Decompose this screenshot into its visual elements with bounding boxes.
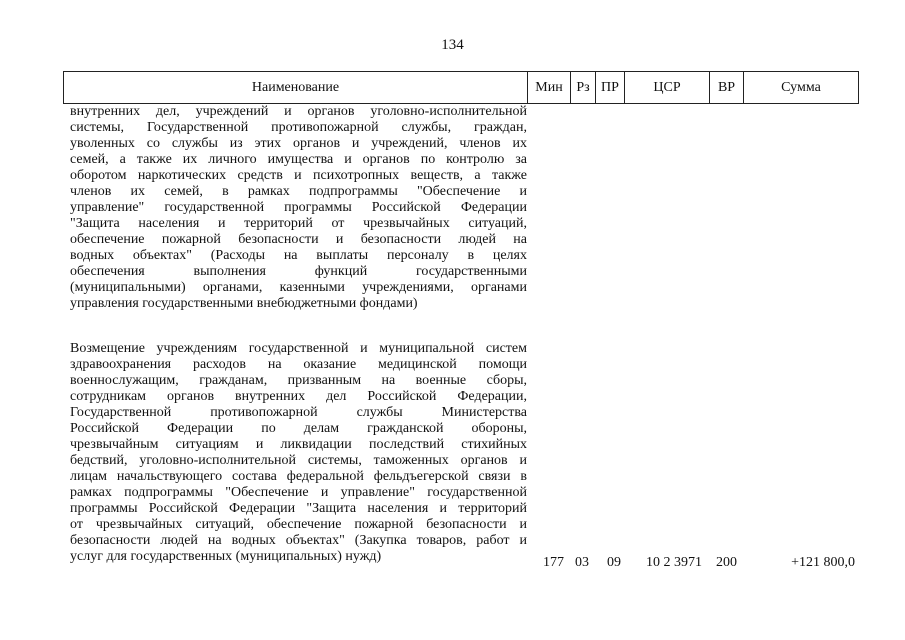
text-line: от чрезвычайных ситуаций, обеспечение пожарной безопасности и [70,517,527,532]
row-2-csr: 10 2 3971 [646,555,702,570]
text-line: уволенных со службы из этих органов и учреждений, членов их [70,136,527,151]
header-csr: ЦСР [625,72,710,103]
text-line: чрезвычайным ситуациям и ликвидации последствий стихийных [70,437,527,452]
header-name: Наименование [64,72,528,103]
text-line: "Защита населения и территорий от чрезвычайных ситуаций, [70,216,527,231]
page-number: 134 [441,37,464,53]
table-header [63,71,859,104]
text-line: безопасности людей на водных объектах" (Закупка товаров, работ и [70,533,527,548]
row-2-sum: +121 800,0 [791,555,855,570]
text-line: программы Российской Федерации "Защита населения и территорий [70,501,527,516]
row-2-pr: 09 [607,555,621,570]
text-line: обеспечение пожарной безопасности и безопасности людей на [70,232,527,247]
text-line: членов их семей, в рамках подпрограммы "Обеспечение и [70,184,527,199]
header-sum: Сумма [781,79,821,95]
text-line: водных объектах" (Расходы на выплаты персоналу в целях [70,248,527,263]
text-line: (муниципальными) органами, казенными учреждениями, органами [70,280,527,295]
text-line: внутренних дел, учреждений и органов уголовно-исполнительной [70,104,527,119]
row-2-vr: 200 [716,555,737,570]
text-line: военнослужащим, гражданам, призванным на военные сборы, [70,373,527,388]
text-line: обеспечения выполнения функций государственными [70,264,527,279]
header-vr: ВР [710,72,744,103]
header-min: Мин [528,72,571,103]
text-line: Российской Федерации по делам гражданской обороны, [70,421,527,436]
header-rz: Рз [571,72,596,103]
text-line: управление" государственной программы Российской Федерации [70,200,527,215]
text-line: здравоохранения расходов на оказание медицинской помощи [70,357,527,372]
text-line: семей, а также их личного имущества и органов по контролю за [70,152,527,167]
row-2-name [70,341,527,565]
text-line: бедствий, уголовно-исполнительной системы, таможенных органов и [70,453,527,468]
row-2-values [527,555,859,573]
row-2-rz: 03 [575,555,589,570]
text-line: Возмещение учреждениям государственной и муниципальной систем [70,341,527,356]
header-pr: ПР [596,72,625,103]
text-line: рамках подпрограммы "Обеспечение и управление" государственной [70,485,527,500]
text-line: лицам начальствующего состава федеральной фельдъегерской связи в [70,469,527,484]
text-line: системы, Государственной противопожарной службы, граждан, [70,120,527,135]
text-line: Государственной противопожарной службы Министерства [70,405,527,420]
text-line: оборотом наркотических средств и психотропных веществ, а также [70,168,527,183]
text-line: управления государственными внебюджетными фондами) [70,296,418,311]
text-line: услуг для государственных (муниципальных) нужд) [70,549,382,564]
row-1-name [70,104,527,312]
row-2-min: 177 [543,555,564,570]
text-line: сотрудникам органов внутренних дел Российской Федерации, [70,389,527,404]
